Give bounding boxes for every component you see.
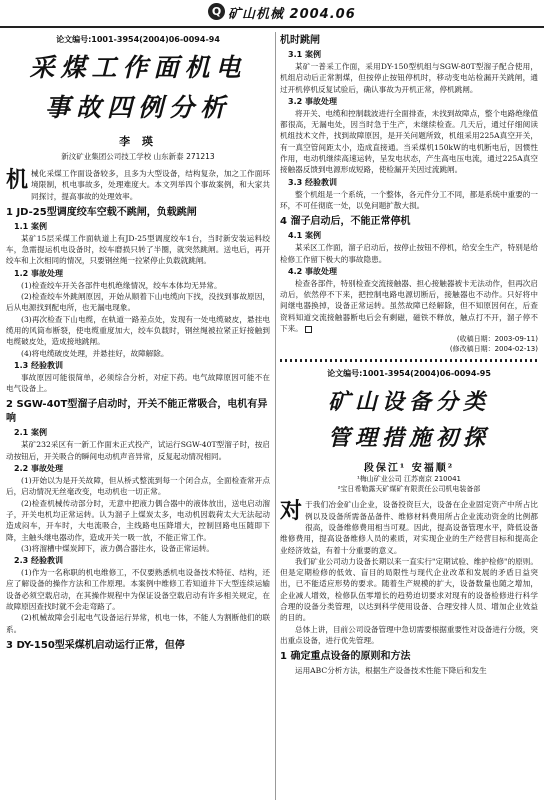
paragraph: (1)开始以为是开关故障，但从桥式整流到每一个闭合点，全面检查常开点后，启动情况无丝毫改变，电动机也一切正常。 [6,476,270,497]
author-name: 李 瑛 [119,135,157,148]
subsection-1-1: 1.1 案例 [14,221,47,231]
article-2-number: 论文编号:1001-3954(2004)06-0094-95 [327,369,491,379]
paragraph: 运用ABC分析方法，根据生产设备技术性能下降后和发生 [295,666,487,676]
section-3-heading-continued: 机时跳闸 [280,35,320,46]
section-4-heading: 4 溜子启动后，不能正常停机 [280,216,411,228]
article-2-section-1-heading: 1 确定重点设备的原则和方法 [280,651,411,663]
revised-date: (修改稿日期：2004-02-13) [449,345,538,354]
paragraph: (1)作为一名称职的机电维修工，不仅要熟悉机电设备技术特征、结构，还应了解设备的操作方法和工作原理。本案例中维修工若知道井下大型连续运输设备必须空载启动，在其操作规程中为保证设备空载启动有许多相关规定，在故障原因查找时就不会走弯路了。 [6,568,270,612]
section-1-heading: 1 JD-25型调度绞车空载不跳闸，负载跳闸 [6,206,197,218]
subsection-2-1: 2.1 案例 [14,428,47,438]
paragraph: 将开关、电缆和控制载波进行全面排查，未找到故障点，整个电路绝缘值都很高，无漏电处，因当时急于生产，未继续检查。几天后，通过仔细阅读机组技术文件，找到故障原因，是开关问题所致，机组采用225A真空开关，有一真空管间距太小，造成直接通。当采煤机150kW的电机断电后，因惯性作用，电动机继续高速运转，呈发电状态，产生高电压电流，通过225A真空接触器反馈到电源形成短路，使检漏开关因过流跳闸。 [280,108,538,175]
paragraph [280,278,538,334]
paragraph: (1)检查绞车开关各部件电机绝缘情况，绞车本体均无异常。 [21,280,222,290]
paragraph: (2)机械故障会引起电气设备运行异常，机电一体，不能人为割断他们的联系。 [6,613,270,634]
article-title-line-1: 采煤工作面机电 [29,53,247,82]
subsection-4-1: 4.1 案例 [288,231,321,241]
right-column [280,34,538,800]
paragraph: 我们矿业公司动力设备长期以来一直实行"定期试验、维护检修"的原则。但是定期检修的低效、盲目的局限性与现代企业改革和发展的矛盾日益突出，已不能适应形势的要求。随着生产规模的扩大，设备数量也随之增加，企业减人增效，检修队伍零增长的趋势迫切要求对现有的设备检修进行科学合理的设备分类管理，以达到科学使用设备、合理安排人员、增加企业效益的目的。 [280,556,538,623]
article-2-title-line-1: 矿山设备分类 [327,389,490,416]
paragraph: 总体上讲，目前公司设备管理中急切需要根据重要性对设备进行分级，突出重点设备，进行优先管理。 [280,624,538,645]
paragraph: 整个机组是一个系统，一个整体，各元件分工不同，都是系统中重要的一环，不可任彻底一处，以免问题扩散大损。 [280,189,538,210]
paragraph: 某矿232采区有一新工作面未正式投产，试运行SGW-40T型溜子时，按启动按钮后，开关吸合的瞬间电动机声音异常，反复起动情况相同。 [6,440,270,461]
article-title-line-2: 事故四例分析 [44,93,231,122]
article-2-title-line-2: 管理措施初探 [327,425,490,452]
end-mark-icon [305,326,312,333]
paragraph-text: 检查各部件，特别检查交流接触器、担心接触器被卡无法动作，但再次启动后，依然停不下来，把控制电路电源切断后，接触器也不动作。只好将中间继电器换掉，设备正常运转。虽然故障已经解除，但不知原因何在，后查资料知道交流接触器断电后会有剩磁，磁铁不释放，触点打不开，溜子停不下来。 [280,278,538,334]
article-2-intro [280,499,538,555]
journal-logo-icon: Q [208,3,225,20]
received-date: (收稿日期：2003-09-11) [456,335,538,344]
left-column [6,34,270,800]
paragraph: 某采区工作面，溜子启动后，按停止按钮不停机，给安全生产，特别是给检修工作留下极大的事故隐患。 [280,243,538,264]
intro-text: 械化采煤工作面设备较多，且多为大型设备，结构复杂，加之工作面环境限制，机电事故多，处理难度大。本文列举四个事故案例，和大家共同探讨，提高事故的处理效率。 [31,169,270,201]
paragraph: 某矿一普采工作面，采用DY-150型机组与SGW-80T型溜子配合使用，机组启动后正常割煤，但按停止按钮停机时，移动变电站检漏开关跳闸，通过开机停机反复试验后，确认事故为开机正常，停机跳闸。 [280,62,538,94]
intro-paragraph [6,168,270,202]
subsection-4-2: 4.2 事故处理 [288,266,337,276]
journal-issue-title: 矿山机械 2004.06 [228,7,356,22]
paragraph: (2)检查绞车外跳闸原因，开始从顺着下山电缆向下找，没找到事故原因，后从电源找到配电所，也无漏电现象。 [6,292,270,313]
subsection-1-2: 1.2 事故处理 [14,268,63,278]
subsection-3-3: 3.3 经验教训 [288,177,337,187]
subsection-3-2: 3.2 事故处理 [288,96,337,106]
paragraph: 事故原因可能很简单，必须综合分析，对症下药。电气故障原因可能不在电气设备上。 [6,372,270,394]
article-2-affiliation-2: ²宝日希勒露天矿煤矿有限责任公司机电装备部 [337,485,481,494]
section-2-heading: 2 SGW-40T型溜子启动时，开关不能正常吸合，电机有异响 [6,399,268,425]
paragraph: 某矿15层采煤工作面轨道上有JD-25型调度绞车1台，当时新安装运料绞车，急需提运机电设备时，绞车磨损只转了半圈，就突然跳闸。送电后，再开绞车和上次相同的情况，只要钢丝绳一拉紧停止负载就跳闸。 [6,233,270,266]
subsection-3-1: 3.1 案例 [288,50,321,59]
article-number: 论文编号:1001-3954(2004)06-0094-94 [56,35,220,44]
column-divider [275,32,276,800]
subsection-2-3: 2.3 经验教训 [14,556,63,566]
article-2-authors: 段保江¹ 安福顺² [363,463,455,475]
section-3-heading: 3 DY-150型采煤机启动运行正常，但停 [6,639,185,651]
drop-cap: 机 [6,167,29,193]
paragraph: (4)将电缆破皮处理，并悬挂好，故障解除。 [21,348,169,358]
paragraph: (2)检查机械传动部分时，无意中把液力偶合器中的液体放出，送电启动溜子，开关电机均正常运转。认为溜子上煤炭太多，电动机因载荷太大无法起动造成闷车，开车时，大电流吸合，主线路电压降增大，控制回路电压随即下降，主触头继电器动作，造成开关一吸一放，不能正常工作。 [6,498,270,542]
paragraph: (3)将溜槽中煤炭卸下，液力偶合器注水，设备正常运转。 [21,543,215,553]
article-separator [280,359,538,362]
subsection-1-3: 1.3 经验教训 [14,360,63,370]
subsection-2-2: 2.2 事故处理 [14,464,63,474]
intro-text: 于我们冶金矿山企业，设备投资巨大，设备在企业固定资产中所占比例以及设备所需备品备件、维修材料费用所占企业流动资金的比例都很高，设备维修费用相当可观。因此，提高设备管理水平，降低设备维修费用，提高设备维修人员的素质，对实现企业的生产经营目标和提高企业经济效益，有着十分重要的意义。 [280,500,538,555]
paragraph: (3)再次检查下山电缆，在轨道一路差点处，发现有一处电缆破皮，悬挂电缆用的风筒布断裂，使电缆重度加大，绞车负载时，钢丝绳被拉紧正好接触到电缆破皮处，造成接地跳闸。 [6,314,270,347]
article-2-affiliation-1: ¹梅山矿业公司 江苏南京 210041 [357,475,461,484]
page-header [0,0,544,28]
drop-cap: 对 [280,498,303,525]
author-affiliation: 新汶矿业集团公司技工学校 山东新泰 271213 [61,152,215,161]
